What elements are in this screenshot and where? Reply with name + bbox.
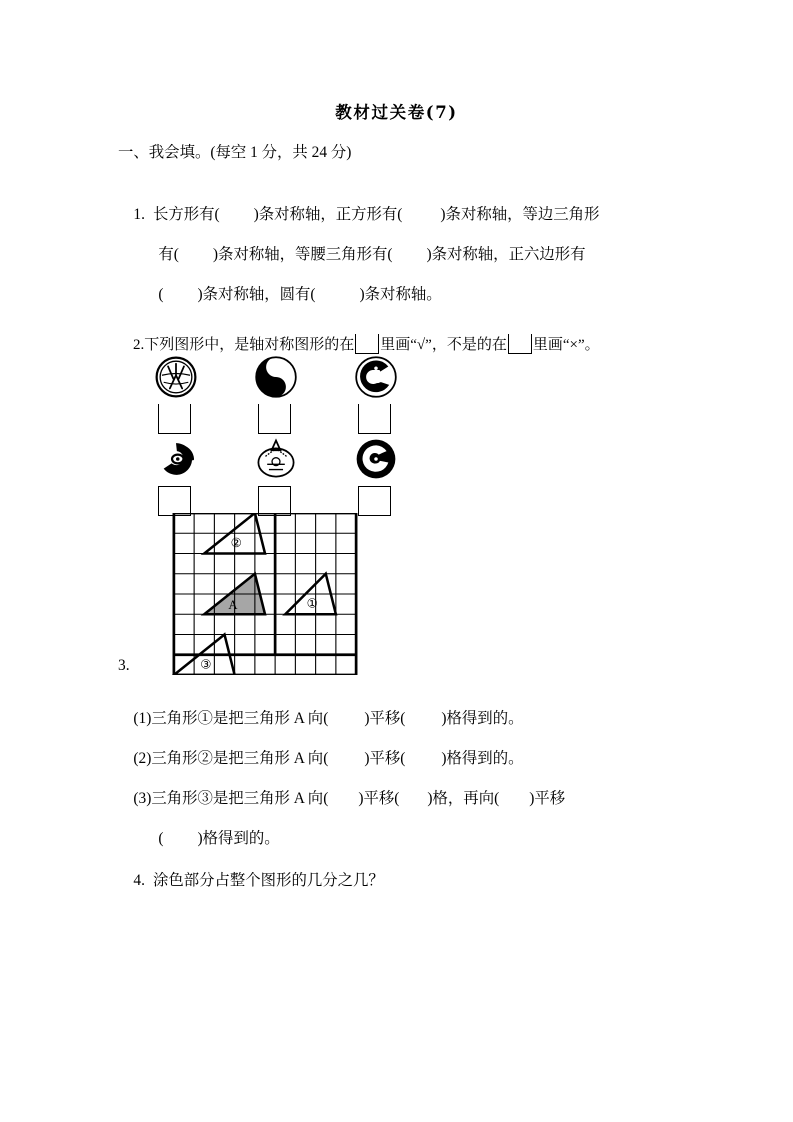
question-3-item-3-line-2: [143, 816, 280, 862]
q2-item-5: [252, 437, 352, 516]
crest-circle-logo-icon: [354, 355, 398, 399]
q3-3-text-e: (: [158, 830, 164, 848]
question-1-line-3: [143, 272, 442, 318]
q2-answer-box-3[interactable]: [358, 404, 391, 434]
q3-1-text-b: )平移(: [364, 710, 406, 728]
q3-1-text-a: (1)三角形①是把三角形 A 向(: [133, 710, 329, 728]
q4-number: 4.: [133, 872, 145, 890]
q2-answer-box-2[interactable]: [258, 404, 291, 434]
q2-answer-box-4[interactable]: [158, 486, 191, 516]
page-title: 教材过关卷(7): [335, 103, 458, 122]
q2-item-1: [152, 355, 252, 434]
q3-3-text-c: )格，再向(: [427, 790, 500, 808]
vw-logo-circle-icon: [154, 355, 198, 399]
q2-logo-row-1: [152, 355, 452, 434]
q2-answer-box-6[interactable]: [358, 486, 391, 516]
q1-number: 1.: [133, 206, 145, 224]
triangle-2-label: ②: [230, 535, 242, 550]
section-heading-one: 一、我会填。(每空 1 分，共 24 分): [118, 144, 352, 161]
q2-text-c: 里画“×”。: [532, 337, 600, 353]
q2-number: 2.: [133, 337, 145, 353]
translation-grid-figure: [155, 513, 375, 680]
q2-item-4: [152, 437, 252, 516]
q2-text-a: 下列图形中，是轴对称图形的在: [144, 337, 355, 353]
triangle-3-label: ③: [200, 657, 212, 672]
q2-item-2: [252, 355, 352, 434]
q3-3-text-b: )平移(: [358, 790, 400, 808]
question-4: [118, 858, 384, 904]
q2-answer-box-1[interactable]: [158, 404, 191, 434]
q3-number-label: 3.: [118, 657, 130, 674]
spiral-ring-logo-icon: [354, 437, 398, 481]
q2-inline-box-check[interactable]: [355, 334, 379, 354]
q1-text-d: 有(: [158, 246, 179, 264]
q2-item-3: [352, 355, 452, 434]
q2-text-b: 里画“√”，不是的在: [380, 337, 507, 353]
translation-grid-svg: [155, 513, 375, 675]
q1-text-i: )条对称轴。: [359, 286, 442, 304]
q3-2-text-b: )平移(: [364, 750, 406, 768]
q4-text: 涂色部分占整个图形的几分之几？: [152, 872, 384, 890]
q1-text-f: )条对称轴，正六边形有: [426, 246, 586, 264]
q3-2-text-c: )格得到的。: [441, 750, 524, 768]
q1-text-b: )条对称轴，正方形有(: [253, 206, 403, 224]
q1-text-g: (: [158, 286, 164, 304]
q3-2-text-a: (2)三角形②是把三角形 A 向(: [133, 750, 329, 768]
q2-item-6: [352, 437, 452, 516]
swoosh-ring-logo-icon: [154, 437, 198, 481]
q1-text-h: )条对称轴，圆有(: [197, 286, 316, 304]
q1-text-e: )条对称轴，等腰三角形有(: [212, 246, 393, 264]
q1-text-c: )条对称轴，等边三角形: [440, 206, 600, 224]
q3-3-text-a: (3)三角形③是把三角形 A 向(: [133, 790, 329, 808]
q3-3-text-d: )平移: [529, 790, 566, 808]
yin-yang-circle-icon: [254, 355, 298, 399]
crown-ring-logo-icon: [254, 437, 298, 481]
q1-text-a: 长方形有(: [152, 206, 220, 224]
q2-inline-box-cross[interactable]: [508, 334, 532, 354]
q3-3-text-f: )格得到的。: [197, 830, 280, 848]
grid-lines: [174, 513, 356, 675]
q2-answer-box-5[interactable]: [258, 486, 291, 516]
q2-logo-row-2: [152, 437, 452, 516]
q3-1-text-c: )格得到的。: [441, 710, 524, 728]
triangle-1-label: ①: [306, 596, 318, 611]
triangle-a-label: A: [228, 598, 238, 613]
